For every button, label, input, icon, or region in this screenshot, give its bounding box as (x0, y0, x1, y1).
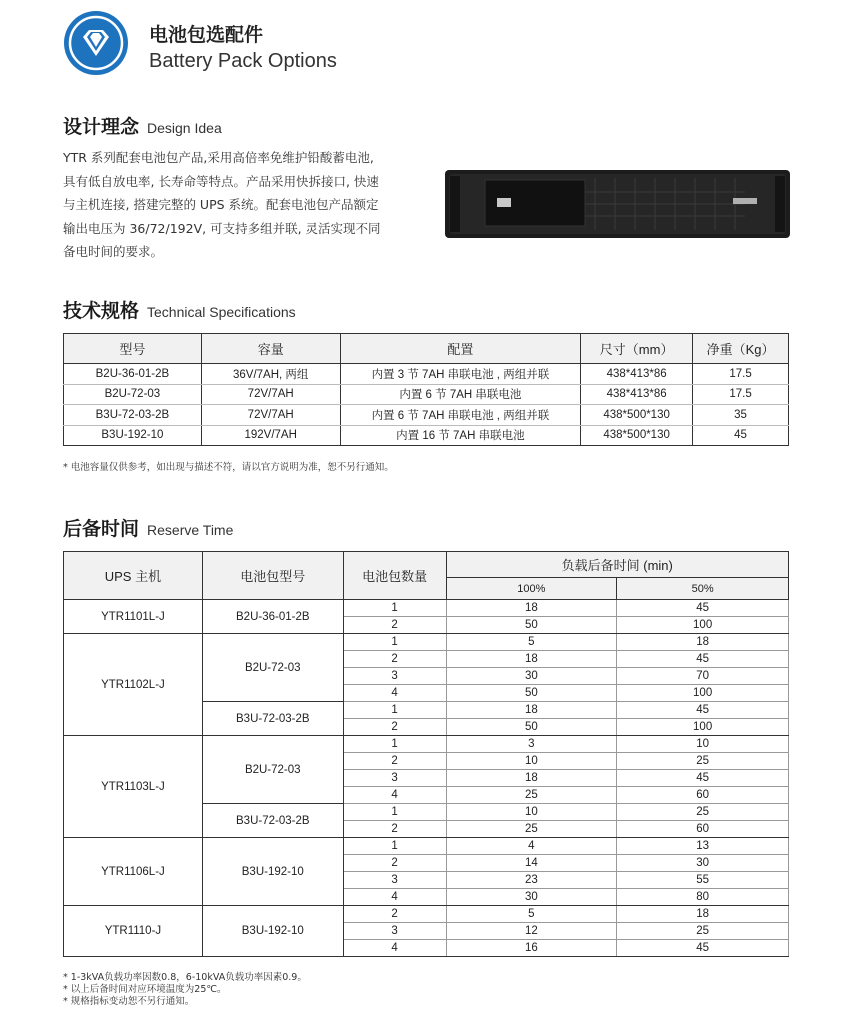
time-50-cell: 100 (617, 617, 789, 634)
col-header-ups: UPS 主机 (64, 552, 203, 600)
table-row (64, 906, 789, 923)
time-100-cell: 18 (446, 600, 617, 617)
table-cell: 72V/7AH (201, 384, 340, 405)
reserve-title-en: Reserve Time (147, 522, 234, 538)
pack-count-cell: 2 (343, 821, 446, 838)
pack-count-cell: 3 (343, 923, 446, 940)
table-cell: B3U-192-10 (64, 425, 202, 446)
pack-count-cell: 1 (343, 634, 446, 651)
ups-model-cell: YTR1101L-J (64, 600, 203, 634)
page-subtitle: Battery Pack Options (149, 50, 337, 72)
reserve-section-title (63, 514, 233, 541)
design-line: 备电时间的要求。 (63, 244, 164, 259)
pack-count-cell: 1 (343, 804, 446, 821)
time-100-cell: 18 (446, 702, 617, 719)
table-row (64, 600, 789, 617)
specs-title-en: Technical Specifications (147, 304, 296, 320)
table-cell: 35 (693, 405, 789, 426)
time-50-cell: 45 (617, 770, 789, 787)
time-50-cell: 45 (617, 600, 789, 617)
pack-count-cell: 1 (343, 600, 446, 617)
design-title-en: Design Idea (147, 120, 222, 136)
design-line: YTR 系列配套电池包产品,采用高倍率免维护铅酸蓄电池, (63, 150, 374, 165)
time-50-cell: 13 (617, 838, 789, 855)
table-cell: 内置 3 节 7AH 串联电池 , 两组并联 (340, 364, 581, 385)
pack-count-cell: 2 (343, 719, 446, 736)
design-description (63, 146, 413, 264)
diamond-icon (63, 10, 129, 76)
table-cell: B2U-72-03 (64, 384, 202, 405)
reserve-notes (63, 972, 307, 1008)
table-cell: 17.5 (693, 384, 789, 405)
time-50-cell: 55 (617, 872, 789, 889)
col-header-pack-count: 电池包数量 (343, 552, 446, 600)
time-50-cell: 45 (617, 651, 789, 668)
pack-count-cell: 2 (343, 617, 446, 634)
time-100-cell: 14 (446, 855, 617, 872)
col-header-pack-model: 电池包型号 (202, 552, 343, 600)
reserve-note: * 规格指标变动恕不另行通知。 (63, 996, 195, 1007)
table-row (64, 425, 789, 446)
table-row (64, 405, 789, 426)
table-cell: 36V/7AH, 两组 (201, 364, 340, 385)
time-100-cell: 10 (446, 753, 617, 770)
pack-count-cell: 4 (343, 889, 446, 906)
table-cell: 192V/7AH (201, 425, 340, 446)
table-row (64, 634, 789, 651)
table-cell: 438*500*130 (581, 405, 693, 426)
time-50-cell: 18 (617, 634, 789, 651)
table-cell: 438*500*130 (581, 425, 693, 446)
col-header-config: 配置 (340, 334, 581, 364)
battery-pack-image (445, 168, 790, 240)
time-100-cell: 3 (446, 736, 617, 753)
time-50-cell: 25 (617, 753, 789, 770)
time-50-cell: 80 (617, 889, 789, 906)
reserve-note: * 1-3kVA负载功率因数0.8，6-10kVA负载功率因素0.9。 (63, 972, 307, 983)
time-100-cell: 12 (446, 923, 617, 940)
col-header-load-50: 50% (617, 578, 789, 600)
pack-model-cell: B2U-72-03 (202, 736, 343, 804)
time-50-cell: 18 (617, 906, 789, 923)
time-50-cell: 10 (617, 736, 789, 753)
time-50-cell: 30 (617, 855, 789, 872)
table-row (64, 838, 789, 855)
pack-model-cell: B3U-72-03-2B (202, 702, 343, 736)
table-row (64, 736, 789, 753)
table-header-row (64, 334, 789, 364)
page-header (63, 10, 763, 78)
time-100-cell: 30 (446, 889, 617, 906)
pack-count-cell: 2 (343, 753, 446, 770)
pack-model-cell: B2U-36-01-2B (202, 600, 343, 634)
time-50-cell: 60 (617, 821, 789, 838)
pack-model-cell: B3U-72-03-2B (202, 804, 343, 838)
table-cell: 45 (693, 425, 789, 446)
pack-count-cell: 4 (343, 940, 446, 957)
design-line: 与主机连接, 搭建完整的 UPS 系统。配套电池包产品额定 (63, 197, 379, 212)
page-title: 电池包选配件 (149, 24, 264, 46)
pack-model-cell: B3U-192-10 (202, 906, 343, 957)
col-header-load-100: 100% (446, 578, 617, 600)
design-title-cn: 设计理念 (63, 116, 140, 138)
col-header-model: 型号 (64, 334, 202, 364)
time-100-cell: 25 (446, 821, 617, 838)
col-header-size: 尺寸（mm） (581, 334, 693, 364)
pack-count-cell: 4 (343, 685, 446, 702)
pack-count-cell: 4 (343, 787, 446, 804)
design-line: 输出电压为 36/72/192V, 可支持多组并联, 灵活实现不同 (63, 220, 381, 236)
time-50-cell: 100 (617, 685, 789, 702)
table-row (64, 364, 789, 385)
col-header-weight: 净重（Kg） (693, 334, 789, 364)
time-100-cell: 5 (446, 906, 617, 923)
pack-count-cell: 1 (343, 838, 446, 855)
time-50-cell: 45 (617, 940, 789, 957)
time-50-cell: 25 (617, 804, 789, 821)
table-cell: B3U-72-03-2B (64, 405, 202, 426)
time-50-cell: 45 (617, 702, 789, 719)
time-100-cell: 23 (446, 872, 617, 889)
time-100-cell: 4 (446, 838, 617, 855)
design-section-title (63, 112, 222, 139)
reserve-table (63, 551, 789, 957)
pack-model-cell: B2U-72-03 (202, 634, 343, 702)
pack-count-cell: 3 (343, 668, 446, 685)
time-50-cell: 70 (617, 668, 789, 685)
ups-model-cell: YTR1110-J (64, 906, 203, 957)
time-100-cell: 18 (446, 770, 617, 787)
pack-count-cell: 3 (343, 770, 446, 787)
table-cell: 72V/7AH (201, 405, 340, 426)
time-100-cell: 50 (446, 617, 617, 634)
ups-model-cell: YTR1103L-J (64, 736, 203, 838)
col-header-capacity: 容量 (201, 334, 340, 364)
time-50-cell: 100 (617, 719, 789, 736)
table-row (64, 384, 789, 405)
ups-model-cell: YTR1106L-J (64, 838, 203, 906)
table-cell: 内置 6 节 7AH 串联电池 , 两组并联 (340, 405, 581, 426)
time-100-cell: 30 (446, 668, 617, 685)
time-100-cell: 50 (446, 685, 617, 702)
table-cell: 内置 6 节 7AH 串联电池 (340, 384, 581, 405)
time-50-cell: 60 (617, 787, 789, 804)
pack-count-cell: 2 (343, 651, 446, 668)
table-cell: 内置 16 节 7AH 串联电池 (340, 425, 581, 446)
pack-count-cell: 3 (343, 872, 446, 889)
ups-model-cell: YTR1102L-J (64, 634, 203, 736)
pack-count-cell: 2 (343, 855, 446, 872)
time-50-cell: 25 (617, 923, 789, 940)
pack-count-cell: 1 (343, 736, 446, 753)
table-cell: 438*413*86 (581, 384, 693, 405)
reserve-note: * 以上后备时间对应环境温度为25℃。 (63, 984, 227, 995)
table-cell: 438*413*86 (581, 364, 693, 385)
reserve-title-cn: 后备时间 (63, 518, 140, 540)
col-header-load-time: 负载后备时间 (min) (446, 552, 789, 578)
pack-count-cell: 1 (343, 702, 446, 719)
table-cell: B2U-36-01-2B (64, 364, 202, 385)
time-100-cell: 5 (446, 634, 617, 651)
time-100-cell: 50 (446, 719, 617, 736)
design-line: 具有低自放电率, 长寿命等特点。产品采用快拆接口, 快速 (63, 173, 379, 189)
time-100-cell: 10 (446, 804, 617, 821)
time-100-cell: 18 (446, 651, 617, 668)
table-cell: 17.5 (693, 364, 789, 385)
time-100-cell: 16 (446, 940, 617, 957)
pack-count-cell: 2 (343, 906, 446, 923)
time-100-cell: 25 (446, 787, 617, 804)
specs-section-title (63, 296, 296, 323)
specs-table (63, 333, 789, 446)
specs-note: * 电池容量仅供参考，如出现与描述不符，请以官方说明为准，恕不另行通知。 (63, 462, 394, 473)
specs-title-cn: 技术规格 (63, 300, 140, 322)
pack-model-cell: B3U-192-10 (202, 838, 343, 906)
